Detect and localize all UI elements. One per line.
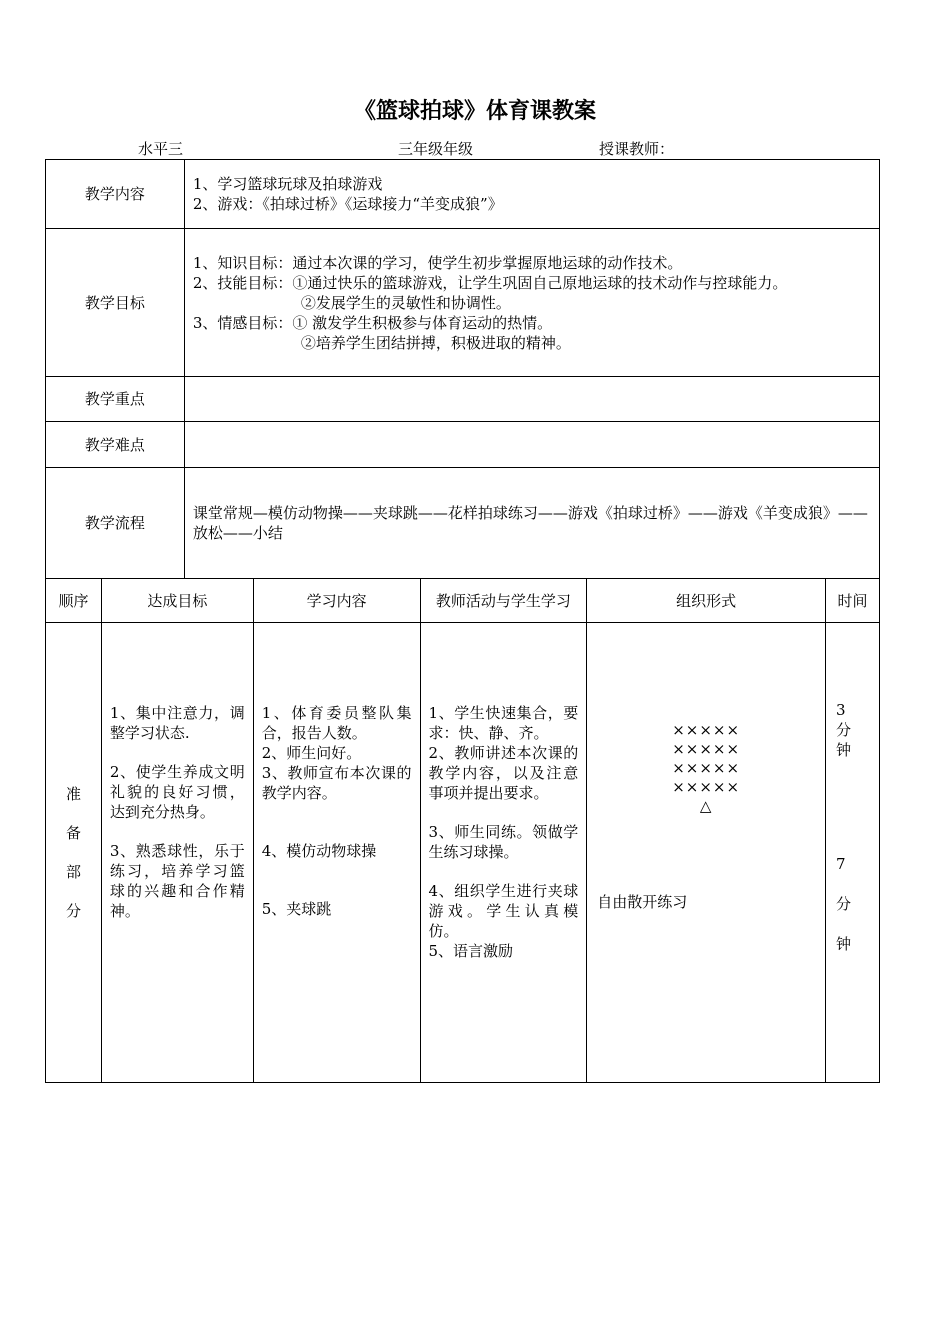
plan-header-row	[46, 579, 880, 623]
teacher-label: 授课教师：	[599, 140, 675, 158]
flow-label: 教学流程	[46, 468, 185, 579]
key-point-value	[184, 377, 879, 422]
section-time: 3 分 钟 7 分 钟	[826, 623, 880, 1083]
row-key-point	[46, 377, 880, 422]
difficulty-label: 教学难点	[46, 422, 185, 468]
plan-table	[45, 578, 880, 1083]
grade-label: 三年级年级	[398, 140, 474, 158]
goals-value: 1、知识目标：通过本次课的学习，使学生初步掌握原地运球的动作技术。 2、技能目标：①通过快乐的篮球游戏，让学生巩固自己原地运球的技术动作与控球能力。 ②发展学生的灵敏性和协调性。 3、情感目标：① 激发学生积极参与体育运动的热情。 ②培养学生团结拼搏，积极进取的精神。	[184, 229, 879, 377]
content-value: 1、学习篮球玩球及拍球游戏 2、游戏：《拍球过桥》《运球接力“羊变成狼”》	[184, 160, 879, 229]
formation-diagram: ××××× ××××× ××××× ××××× △	[597, 721, 815, 816]
row-flow	[46, 468, 880, 579]
row-difficulty	[46, 422, 880, 468]
level-label: 水平三	[138, 140, 184, 158]
content-label: 教学内容	[46, 160, 185, 229]
header-activities: 教师活动与学生学习	[420, 579, 587, 623]
row-goals	[46, 229, 880, 377]
header-formation: 组织形式	[587, 579, 826, 623]
section-prep-row	[46, 623, 880, 1083]
section-content: 1、体育委员整队集合，报告人数。 2、师生问好。 3、教师宣布本次课的教学内容。 4、模仿动物球操 5、夹球跳	[253, 623, 420, 1083]
section-formation	[587, 623, 826, 1083]
formation-note: 自由散开练习	[597, 893, 688, 911]
teacher-triangle: △	[699, 797, 713, 815]
key-point-label: 教学重点	[46, 377, 185, 422]
section-goals: 1、集中注意力，调整学习状态. 2、使学生养成文明礼貌的良好习惯，达到充分热身。 3、熟悉球性，乐于练习，培养学习篮球的兴趣和合作精神。	[101, 623, 253, 1083]
header-order: 顺序	[46, 579, 102, 623]
row-content	[46, 160, 880, 229]
header-goals: 达成目标	[101, 579, 253, 623]
page-title: 《篮球拍球》体育课教案	[353, 98, 596, 124]
goals-label: 教学目标	[46, 229, 185, 377]
summary-table	[45, 159, 880, 579]
difficulty-value	[184, 422, 879, 468]
section-name: 准 备 部 分	[46, 623, 102, 1083]
flow-value: 课堂常规—模仿动物操——夹球跳——花样拍球练习——游戏《拍球过桥》——游戏《羊变成狼》——放松——小结	[184, 468, 879, 579]
header-time: 时间	[826, 579, 880, 623]
section-activities: 1、学生快速集合，要求：快、静、齐。 2、教师讲述本次课的教学内容，以及注意事项并提出要求。 3、师生同练。领做学生练习球操。 4、组织学生进行夹球游戏。学生认真模仿。 5、语言激励	[420, 623, 587, 1083]
header-content: 学习内容	[253, 579, 420, 623]
